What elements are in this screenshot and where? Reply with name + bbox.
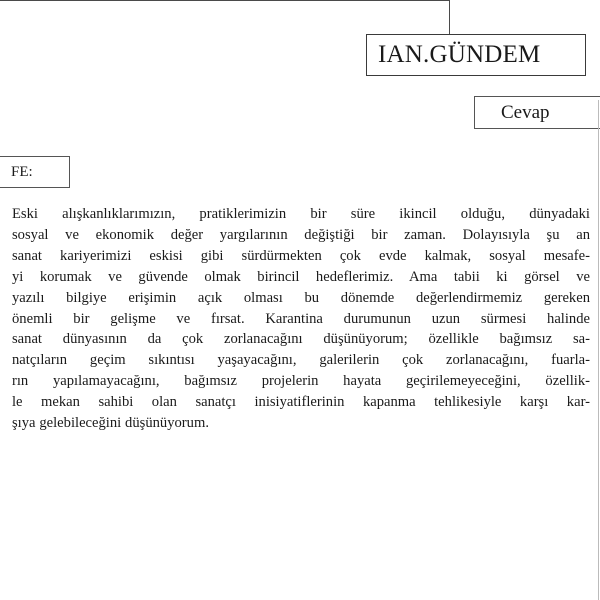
top-border-line (0, 0, 450, 1)
page-title: IAN.GÜNDEM (378, 41, 541, 68)
answer-label: Cevap (501, 101, 550, 123)
answer-box (474, 96, 600, 129)
title-box (366, 34, 586, 76)
text-line: Eski alışkanlıklarımızın, pratiklerimizin bir süre ikincil olduğu, dünyadaki (12, 206, 590, 222)
text-line: sosyal ve ekonomik değer yargılarının değiştiği bir zaman. Dolayısıyla şu an (12, 226, 590, 243)
speaker-label: FE: (11, 163, 33, 180)
text-line: le mekan sahibi olan sanatçı inisiyatiflerinin kapanma tehlikesiyle karşı kar- (12, 394, 590, 411)
text-line: şıya gelebileceğini düşünüyorum. (12, 415, 209, 432)
text-line: yazılı bilgiye erişimin açık olması bu dönemde değerlendirmemiz gereken (12, 289, 590, 306)
text-line: önemli bir gelişme ve fırsat. Karantina durumunun uzun sürmesi halinde (12, 310, 590, 327)
title-connector-line (449, 0, 450, 34)
answer-body (12, 204, 590, 434)
speaker-box (0, 156, 70, 188)
text-line: natçıların geçim sıkıntısı yaşayacağını, galerilerin çok zorlanacağını, fuarla- (12, 352, 590, 369)
text-line: sanat kariyerimizi eskisi gibi sürdürmekten çok evde kalmak, sosyal mesafe- (12, 247, 590, 264)
text-line: sanat dünyasının da çok zorlanacağını düşünüyorum; özellikle bağımsız sa- (12, 331, 590, 348)
text-line: rın yapılamayacağını, bağımsız projelerin hayata geçirilemeyeceğini, özellik- (12, 373, 590, 390)
right-border-line (598, 100, 599, 600)
text-line: yi korumak ve güvende olmak birincil hedeflerimiz. Ama tabii ki görsel ve (12, 268, 590, 285)
